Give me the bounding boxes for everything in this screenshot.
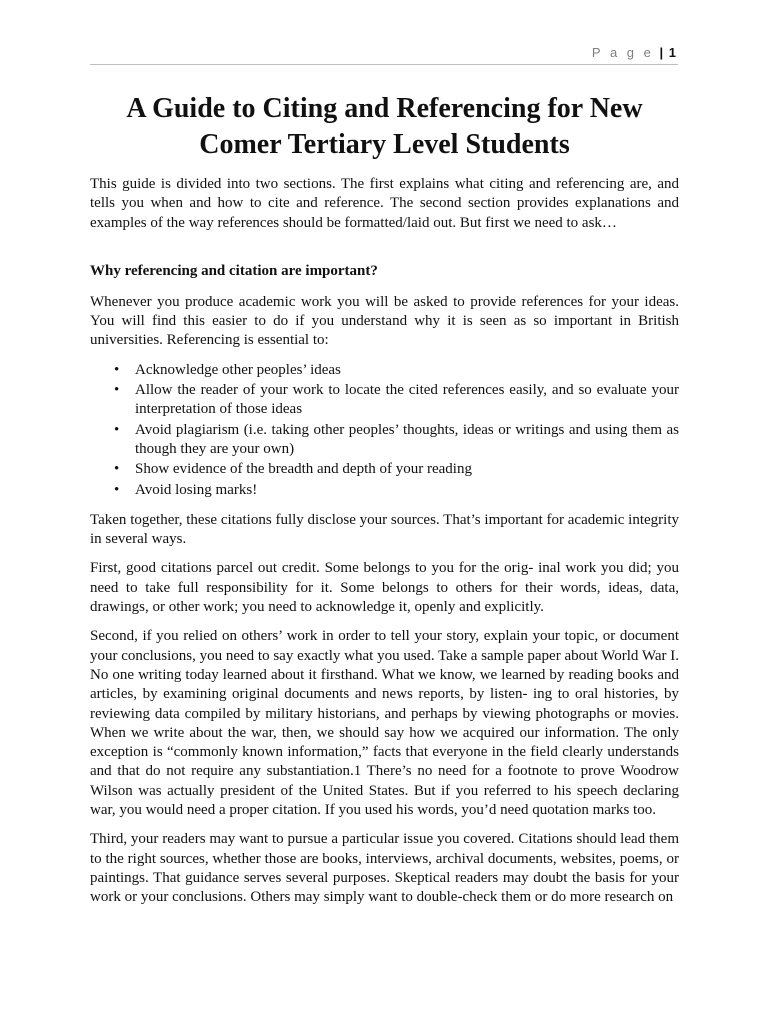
list-item-text: Allow the reader of your work to locate the cited references easily, and so evaluate your interpretation of those ideas bbox=[135, 382, 679, 418]
page-separator: | bbox=[659, 45, 664, 60]
list-item-text: Avoid plagiarism (i.e. taking other peoples’ thoughts, ideas or writings and using them as though they are your own) bbox=[135, 421, 679, 457]
list-item bbox=[90, 460, 679, 479]
bullet-icon: • bbox=[114, 461, 120, 478]
section-heading: Why referencing and citation are important? bbox=[90, 262, 378, 279]
list-item bbox=[90, 361, 679, 380]
list-item-text: Acknowledge other peoples’ ideas bbox=[135, 361, 341, 378]
page-number: 1 bbox=[668, 45, 676, 60]
bullet-icon: • bbox=[114, 481, 120, 498]
bullet-icon: • bbox=[114, 361, 120, 378]
taken-together-paragraph: Taken together, these citations fully disclose your sources. That’s important for academic integrity in several ways. bbox=[90, 511, 679, 548]
list-item bbox=[90, 481, 679, 500]
document-body bbox=[90, 91, 679, 918]
list-item-text: Avoid losing marks! bbox=[135, 481, 258, 498]
lead-paragraph: Whenever you produce academic work you will be asked to provide references for your ideas. You will find this easier to do if you understand why it is seen as so important in British universities. Referencing is essential to: bbox=[90, 293, 679, 349]
page-header bbox=[90, 44, 678, 65]
bullet-icon: • bbox=[114, 421, 120, 438]
page-label: P a g e bbox=[591, 45, 654, 60]
bullet-list bbox=[90, 361, 679, 500]
list-item bbox=[90, 381, 679, 420]
first-paragraph: First, good citations parcel out credit. Some belongs to you for the orig- inal work you did; you need to take full responsibility for it. Some belongs to others for their words, ideas, data, drawings, or other work; you need to acknowledge it, openly and explicitly. bbox=[90, 560, 679, 616]
second-paragraph: Second, if you relied on others’ work in order to tell your story, explain your topic, or document your conclusions, you need to say exactly what you used. Take a sample paper about World War I. No one writing today learned about it firsthand. What we know, we learned by reading books and articles, by examining original documents and news reports, by listen- ing to oral histories, by reviewing data compiled by military historians, and perhaps by viewing photographs or movies. When we write about the war, then, we should say how we acquired our information. The only exception is “commonly known information,” facts that everyone in the field clearly understands and that do not require any substantiation.1 There’s no need for a footnote to prove Woodrow Wilson was actually president of the United States. But if you referred to his speech declaring war, you would need a proper citation. If you used his words, you’d need quotation marks too. bbox=[90, 628, 679, 819]
third-paragraph: Third, your readers may want to pursue a particular issue you covered. Citations should lead them to the right sources, whether those are books, interviews, archival documents, websites, poems, or paintings. That guidance serves several purposes. Skeptical readers may doubt the basis for your work or your conclusions. Others may simply want to double-check them or do more research on bbox=[90, 831, 679, 906]
intro-paragraph: This guide is divided into two sections. The first explains what citing and referencing are, and tells you when and how to cite and reference. The second section provides explanations and examples of the way references should be formatted/laid out. But first we need to ask… bbox=[90, 176, 679, 231]
document-title: A Guide to Citing and Referencing for New Comer Tertiary Level Students bbox=[126, 93, 643, 160]
bullet-icon: • bbox=[114, 382, 120, 399]
list-item-text: Show evidence of the breadth and depth of your reading bbox=[135, 461, 472, 478]
list-item bbox=[90, 421, 679, 460]
